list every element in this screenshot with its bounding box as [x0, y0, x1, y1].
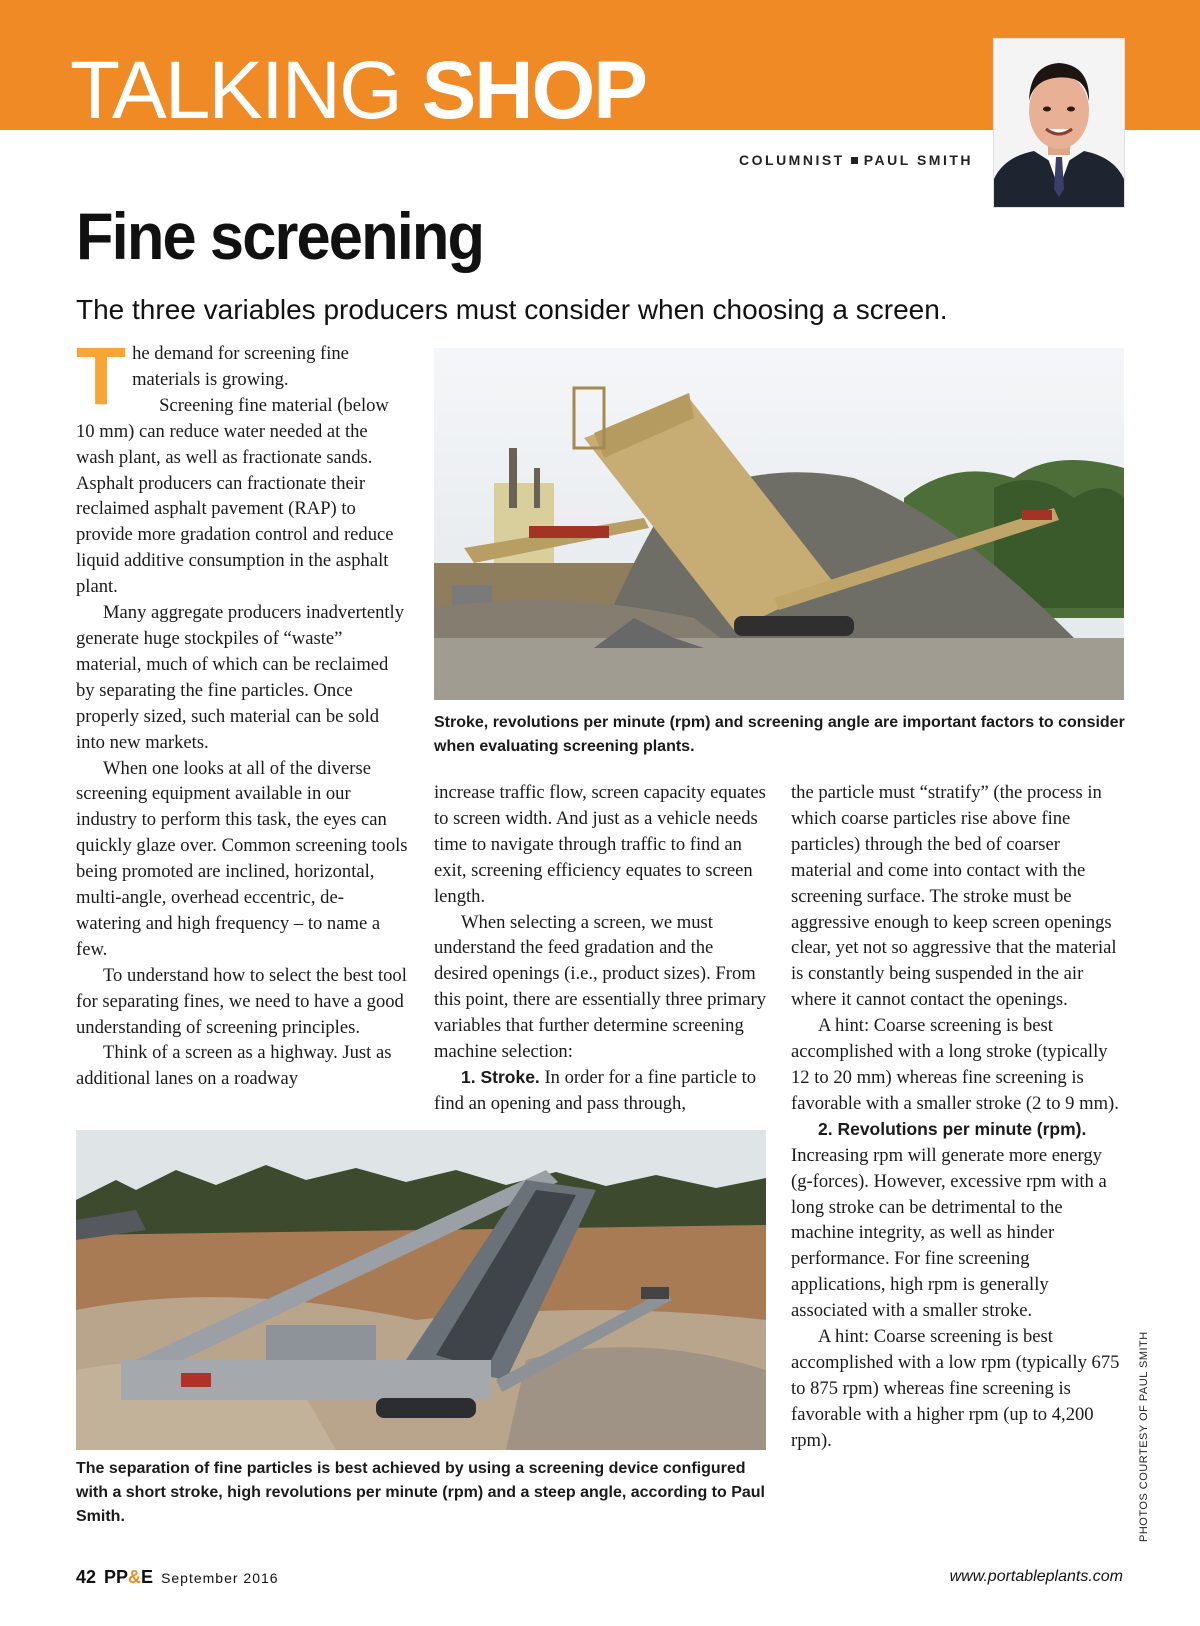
- paragraph: [791, 1117, 1123, 1143]
- article-column-3: [791, 780, 1123, 1454]
- page-number: 42: [76, 1567, 97, 1587]
- article-column-1: [76, 331, 408, 1092]
- byline-separator-icon: [851, 157, 858, 164]
- magazine-name-amp: &: [128, 1567, 142, 1587]
- photo-credit: PHOTOS COURTESY OF PAUL SMITH: [1138, 1331, 1150, 1542]
- columnist-portrait: [993, 38, 1125, 208]
- rpm-heading: 2. Revolutions per minute (rpm).: [818, 1118, 1087, 1139]
- issue-date: September 2016: [161, 1570, 279, 1586]
- article-column-2: [434, 780, 768, 1117]
- byline-name: PAUL SMITH: [863, 152, 973, 168]
- stroke-heading: 1. Stroke.: [461, 1066, 540, 1087]
- paragraph: A hint: Coarse screening is best accomplished with a low rpm (typically 675 to 875 rpm) whereas fine screening is favorable with a higher rpm (up to 4,200 rpm).: [791, 1326, 1120, 1451]
- website-url[interactable]: www.portableplants.com: [949, 1568, 1123, 1585]
- photo-caption-bottom: The separation of fine particles is best achieved by using a screening device configured with a short stroke, high revolutions per minute (rpm) and a steep angle, according to Paul Smith.: [76, 1460, 765, 1525]
- paragraph: the particle must “stratify” (the process in which coarse particles rise above fine particles) through the bed of coarser material and come into contact with the screening surface. The stroke must be aggressive enough to keep screen openings clear, yet not so aggressive that the material is constantly being suspended in the air where it cannot contact the openings.: [791, 782, 1117, 1011]
- magazine-name-part: PP: [104, 1567, 129, 1587]
- paragraph: When one looks at all of the diverse screening equipment available in our industry to perform this task, the eyes can quickly glaze over. Common screening tools being promoted are inclined, horizontal, multi-angle, overhead eccentric, de-watering and high frequency – to name a few.: [76, 757, 408, 960]
- paragraph: To understand how to select the best tool for separating fines, we need to have a good understanding of screening principles.: [76, 964, 407, 1038]
- paragraph: [434, 1065, 768, 1117]
- screening-device-photo: [76, 1130, 766, 1450]
- article-deck: The three variables producers must consider when choosing a screen.: [76, 294, 948, 325]
- section-title-thin: TALKING: [70, 45, 422, 136]
- section-title: [70, 45, 646, 136]
- photo-caption-top: Stroke, revolutions per minute (rpm) and screening angle are important factors to consider when evaluating screening plants.: [434, 714, 1125, 755]
- byline: [600, 152, 973, 168]
- paragraph: A hint: Coarse screening is best accomplished with a long stroke (typically 12 to 20 mm) whereas fine screening is favorable with a smaller stroke (2 to 9 mm).: [791, 1015, 1119, 1114]
- article-headline: Fine screening: [76, 199, 484, 273]
- paragraph: increase traffic flow, screen capacity equates to screen width. And just as a vehicle needs time to navigate through traffic to find an exit, screening efficiency equates to screen length.: [434, 782, 766, 907]
- section-title-bold: SHOP: [421, 45, 646, 136]
- paragraph: Screening fine material (below 10 mm) can reduce water needed at the wash plant, as well as fractionate sands. Asphalt producers can fractionate their reclaimed asphalt pavement (RAP) to provide more gradation control and reduce liquid additive consumption in the asphalt plant.: [76, 394, 394, 598]
- screening-plant-photo: [434, 348, 1124, 700]
- paragraph: Think of a screen as a highway. Just as additional lanes on a roadway: [76, 1042, 392, 1090]
- byline-role: COLUMNIST: [739, 152, 845, 168]
- footer-folio: [76, 1567, 279, 1588]
- drop-cap: T: [76, 331, 127, 422]
- paragraph: Many aggregate producers inadvertently generate huge stockpiles of “waste” material, much of which can be reclaimed by separating the fine particles. Once properly sized, such material can be sold into new markets.: [76, 602, 404, 753]
- magazine-name-part: E: [141, 1567, 154, 1587]
- paragraph: When selecting a screen, we must understand the feed gradation and the desired openings (i.e., product sizes). From this point, there are essentially three primary variables that further determine screening machine selection:: [434, 911, 766, 1063]
- paragraph-text: he demand for screening fine materials is growing.: [132, 343, 349, 390]
- paragraph: [76, 331, 408, 422]
- paragraph: Increasing rpm will generate more energy (g-forces). However, excessive rpm with a long stroke can be detrimental to the machine integrity, as well as hinder performance. For fine screening applications, high rpm is generally associated with a smaller stroke.: [791, 1144, 1107, 1322]
- paragraph-text: In order for a fine particle to find an opening and pass through,: [434, 1066, 757, 1114]
- magazine-name: [104, 1567, 153, 1587]
